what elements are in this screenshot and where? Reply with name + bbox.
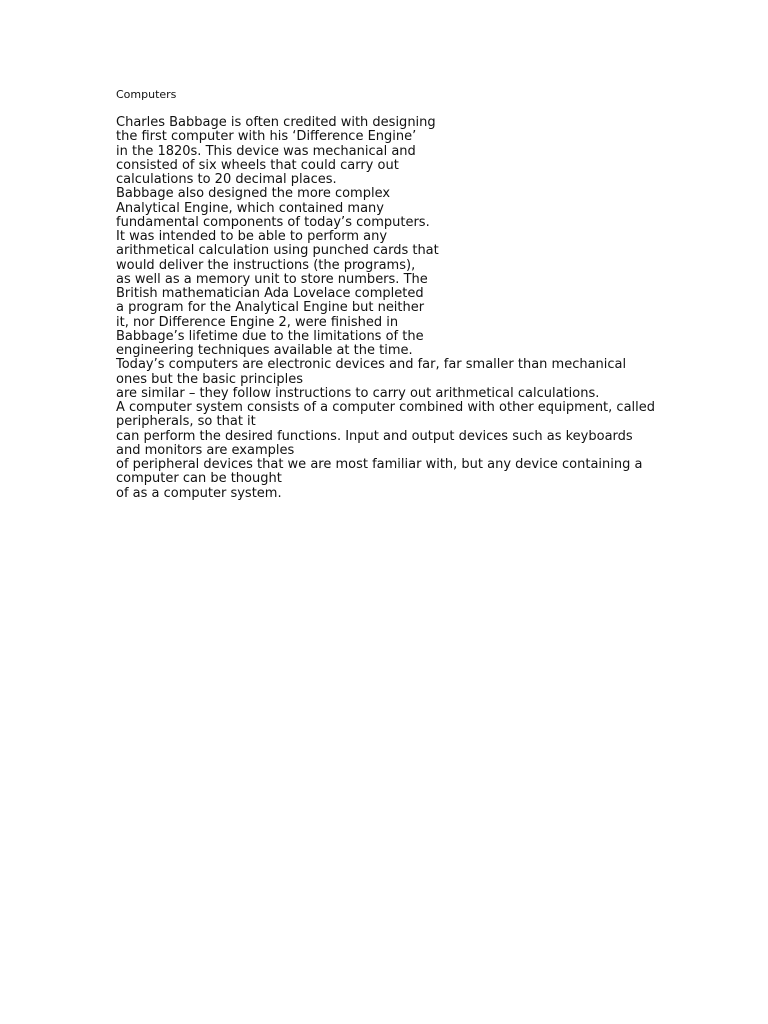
body-line: peripherals, so that it — [116, 414, 256, 430]
body-line: would deliver the instructions (the programs), — [116, 257, 416, 273]
body-line: ones but the basic principles — [116, 371, 304, 387]
body-line: are similar – they follow instructions to carry out arithmetical calculations. — [116, 385, 600, 401]
body-line: calculations to 20 decimal places. — [116, 172, 337, 187]
document-title: Computers — [116, 88, 177, 101]
body-line: it, nor Difference Engine 2, were finished in — [116, 314, 399, 330]
body-line: a program for the Analytical Engine but neither — [116, 300, 425, 316]
body-line: British mathematician Ada Lovelace completed — [116, 286, 424, 301]
body-line: It was intended to be able to perform any — [116, 229, 388, 244]
body-line: of as a computer system. — [116, 485, 282, 501]
body-line: Babbage also designed the more complex — [116, 186, 391, 202]
body-line: computer can be thought — [116, 471, 282, 487]
document-body — [116, 116, 736, 501]
body-line: Today’s computers are electronic devices and far, far smaller than mechanical — [116, 357, 627, 373]
body-line: and monitors are examples — [116, 442, 295, 458]
body-line: the first computer with his ‘Difference Engine’ — [116, 129, 417, 145]
body-line: A computer system consists of a computer combined with other equipment, called — [116, 400, 656, 415]
body-line: fundamental components of today’s computers. — [116, 214, 430, 230]
body-line: engineering techniques available at the time. — [116, 343, 413, 358]
body-line: as well as a memory unit to store numbers. The — [116, 271, 428, 287]
body-line: in the 1820s. This device was mechanical and — [116, 143, 416, 159]
body-line: Charles Babbage is often credited with designing — [116, 115, 436, 130]
body-line: arithmetical calculation using punched cards that — [116, 243, 439, 259]
body-line: Analytical Engine, which contained many — [116, 200, 384, 216]
body-line: can perform the desired functions. Input and output devices such as keyboards — [116, 428, 633, 444]
body-line: Babbage’s lifetime due to the limitations of the — [116, 328, 424, 344]
body-line: of peripheral devices that we are most familiar with, but any device containing a — [116, 457, 643, 472]
body-line: consisted of six wheels that could carry out — [116, 157, 399, 173]
